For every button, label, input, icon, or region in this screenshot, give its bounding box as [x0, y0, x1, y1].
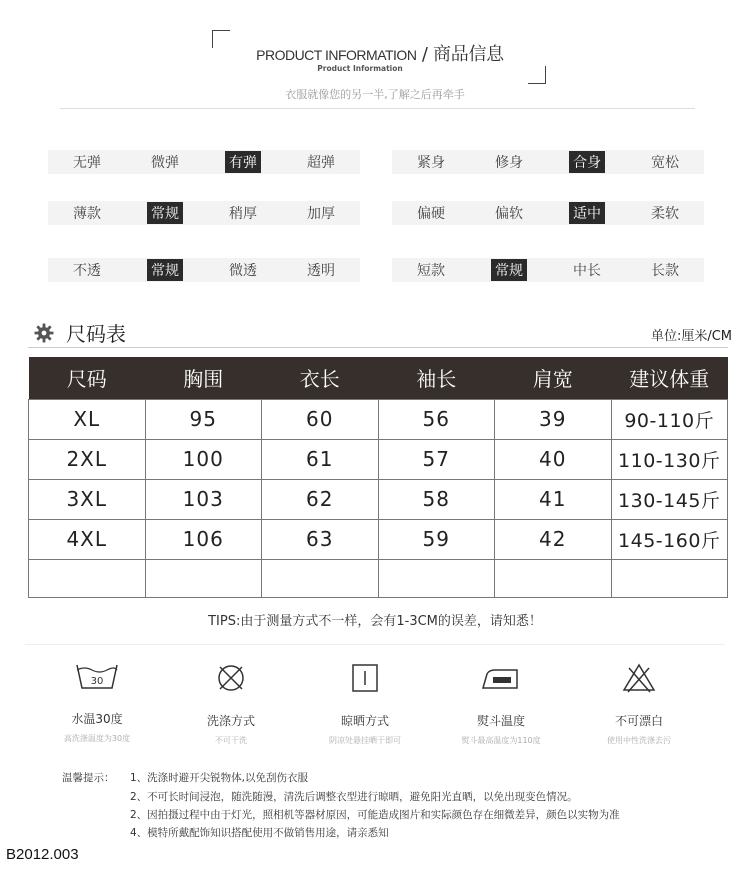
care-label: 晾晒方式: [340, 714, 389, 728]
care-sublabel: 高洗涤温度为30度: [63, 734, 131, 743]
care-sublabel: 不可干洗: [215, 736, 247, 745]
table-cell: 100: [145, 439, 262, 479]
care-item-drying: [300, 662, 430, 746]
table-row: [29, 479, 728, 519]
table-cell: 59: [378, 519, 495, 559]
attr-option: 修身: [495, 155, 523, 171]
attr-option: 加厚: [307, 206, 335, 222]
care-sublabel: 熨斗最高温度为110度: [461, 736, 541, 745]
attr-option: 透明: [307, 263, 335, 279]
table-row: [29, 519, 728, 559]
table-cell: 39: [495, 399, 612, 439]
tips-text: TIPS:由于测量方式不一样，会有1-3CM的误差，请知悉！: [208, 614, 542, 629]
attr-option: 中长: [573, 263, 601, 279]
table-cell: 40: [495, 439, 612, 479]
table-cell: XL: [29, 399, 146, 439]
table-cell: [378, 559, 495, 597]
table-cell: 41: [495, 479, 612, 519]
page-tagline: 衣服就像您的另一半,了解之后再牵手: [285, 88, 465, 101]
wash-30-icon: [74, 662, 120, 692]
table-cell: 145-160斤: [611, 519, 728, 559]
table-header-row: [29, 357, 728, 399]
unit-label: 单位:厘米/CM: [650, 329, 732, 344]
table-cell: 95: [145, 399, 262, 439]
product-code: B2012.003: [6, 846, 79, 863]
column-header: 尺码: [29, 357, 146, 399]
attr-length: [392, 258, 704, 282]
care-label: 不可漂白: [614, 714, 663, 728]
size-chart-heading: [34, 318, 126, 347]
care-sublabel: 使用中性洗涤去污: [607, 736, 671, 745]
attr-option: 不透: [73, 263, 101, 279]
attr-option: 偏软: [495, 206, 523, 222]
note-item: 1、洗涤时避开尖锐物体,以免刮伤衣服: [130, 772, 309, 784]
note-item: 2、不可长时间浸泡，随洗随漫，清洗后调整衣型进行晾晒，避免阳光直晒，以免出现变色情况。: [130, 791, 578, 803]
attr-option: 超弹: [307, 155, 335, 171]
size-table: [28, 357, 728, 598]
table-row-empty: [29, 559, 728, 597]
notes-heading: 温馨提示：: [62, 772, 115, 784]
size-chart-title: 尺码表: [66, 322, 126, 346]
care-item-bleach: [574, 662, 704, 746]
attr-option-selected: 有弹: [204, 150, 282, 174]
attr-option: 柔软: [651, 206, 679, 222]
size-chart-divider: [28, 347, 728, 348]
no-wash-icon: [215, 662, 247, 694]
attr-option: 薄款: [73, 206, 101, 222]
table-cell: 3XL: [29, 479, 146, 519]
table-cell: 2XL: [29, 439, 146, 479]
care-label: 熨斗温度: [476, 714, 525, 728]
attr-transparency: [48, 258, 360, 282]
column-header: 建议体重: [611, 357, 728, 399]
line-dry-icon: [350, 662, 380, 694]
attr-option: 微透: [229, 263, 257, 279]
table-cell: [495, 559, 612, 597]
attr-elasticity: [48, 150, 360, 174]
header-divider: [60, 108, 695, 109]
table-cell: 90-110斤: [611, 399, 728, 439]
attr-option: 长款: [651, 263, 679, 279]
column-header: 胸围: [145, 357, 262, 399]
column-header: 袖长: [378, 357, 495, 399]
iron-icon: [479, 662, 523, 694]
attr-option: 宽松: [651, 155, 679, 171]
care-item-wash-temp: [32, 662, 162, 744]
attr-option-selected: 适中: [548, 201, 626, 225]
column-header: 肩宽: [495, 357, 612, 399]
column-header: 衣长: [262, 357, 379, 399]
table-cell: 56: [378, 399, 495, 439]
attr-softness: [392, 201, 704, 225]
attr-option: 偏硬: [417, 206, 445, 222]
care-label: 洗涤方式: [206, 714, 255, 728]
page-title: PRODUCT INFORMATION / 商品信息: [256, 44, 504, 65]
gear-icon: [34, 323, 54, 343]
care-item-wash-method: [166, 662, 296, 746]
corner-bracket-top-left: [212, 30, 230, 48]
care-item-ironing: [436, 662, 566, 746]
table-cell: 57: [378, 439, 495, 479]
attr-option-selected: 常规: [470, 258, 548, 282]
table-cell: 58: [378, 479, 495, 519]
attr-option: 紧身: [417, 155, 445, 171]
table-row: [29, 439, 728, 479]
table-cell: 60: [262, 399, 379, 439]
care-sublabel: 阴凉处悬挂晒干即可: [329, 736, 401, 745]
attr-option: 无弹: [73, 155, 101, 171]
table-cell: 110-130斤: [611, 439, 728, 479]
care-label: 水温30度: [71, 712, 123, 726]
attr-option: 微弹: [151, 155, 179, 171]
table-cell: 103: [145, 479, 262, 519]
table-cell: 61: [262, 439, 379, 479]
table-cell: [262, 559, 379, 597]
svg-text:30: 30: [90, 676, 104, 687]
table-cell: [611, 559, 728, 597]
attr-option-selected: 常规: [126, 201, 204, 225]
table-cell: 130-145斤: [611, 479, 728, 519]
table-cell: 42: [495, 519, 612, 559]
table-row: [29, 399, 728, 439]
note-item: 2、因拍摄过程中由于灯光，照相机等器材原因，可能造成图片和实际颜色存在细微差异，颜色以实物为准: [130, 809, 620, 821]
table-cell: 106: [145, 519, 262, 559]
table-cell: 63: [262, 519, 379, 559]
attr-option: 稍厚: [229, 206, 257, 222]
table-cell: [29, 559, 146, 597]
note-item: 4、模特所戴配饰知识搭配使用不做销售用途，请亲悉知: [130, 827, 389, 839]
table-cell: [145, 559, 262, 597]
attr-option-selected: 合身: [548, 150, 626, 174]
corner-bracket-bottom-right: [528, 66, 546, 84]
attr-fit: [392, 150, 704, 174]
table-cell: 62: [262, 479, 379, 519]
tips-divider: [25, 644, 725, 645]
attr-thickness: [48, 201, 360, 225]
attr-option-selected: 常规: [126, 258, 204, 282]
table-cell: 4XL: [29, 519, 146, 559]
page-subtitle: Product Information: [317, 64, 403, 73]
no-bleach-icon: [621, 662, 657, 694]
attr-option: 短款: [417, 263, 445, 279]
